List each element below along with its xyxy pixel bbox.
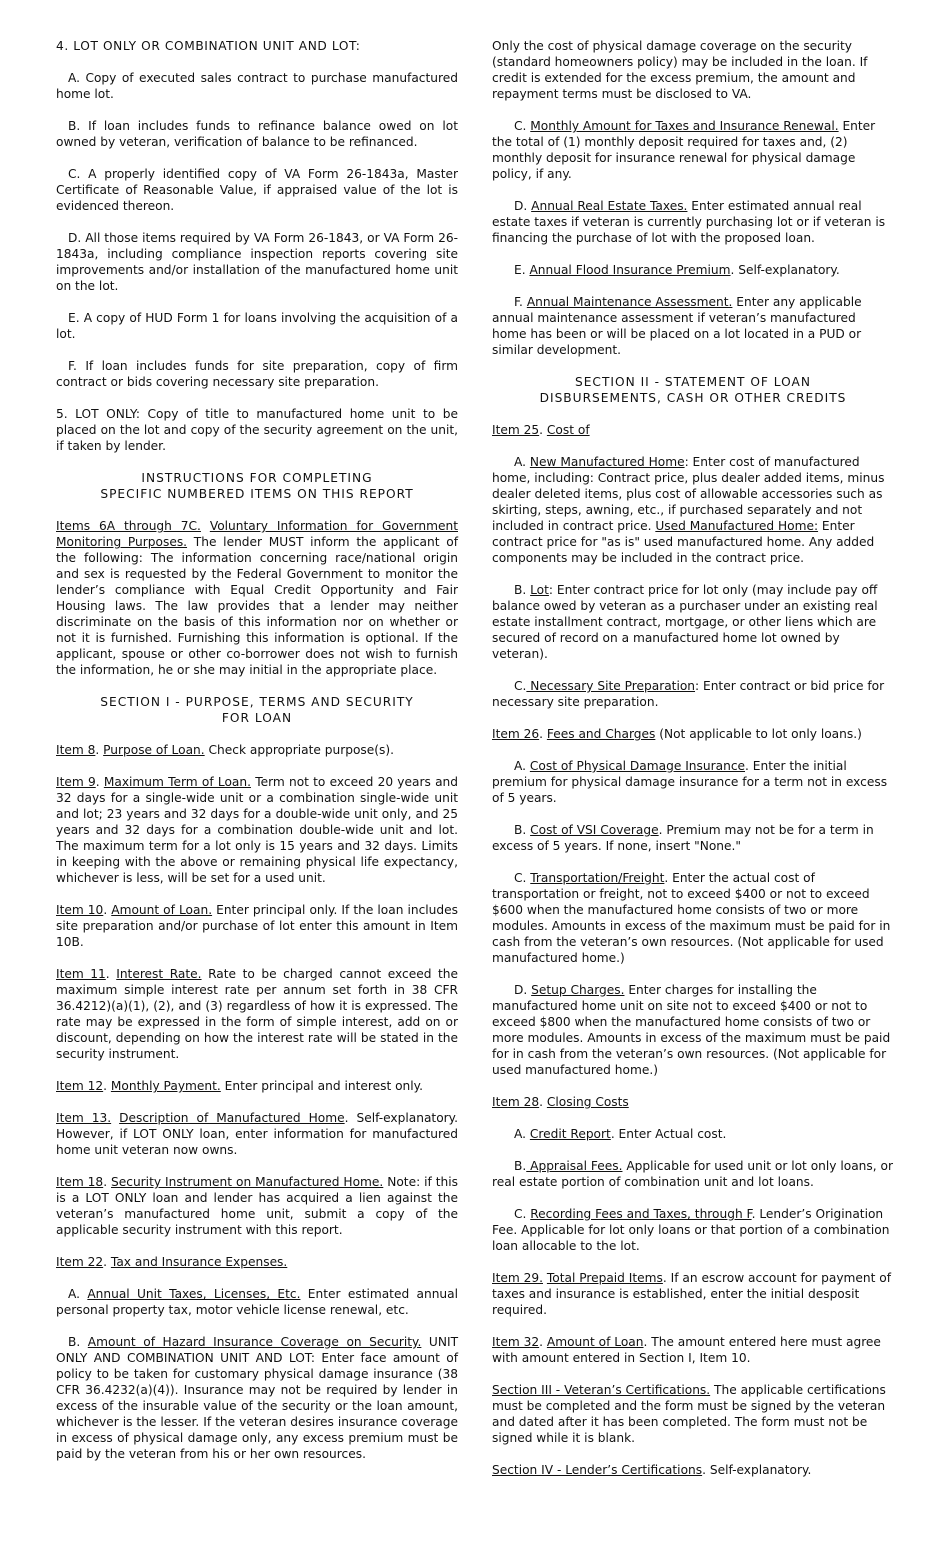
item-9-text: Term not to exceed 20 years and 32 days for a single-wide unit or a combination single-wide unit and lot; 23 years and 32 days for a double-wide unit only, and 25 years and 32 days for a combination double-wide unit and lot. The maximum term for a lot only is 15 years and 32 days. Limits in keeping with the above or remaining physical life expectancy, whichever is less, will be set for a used unit. bbox=[56, 775, 458, 885]
items-6a-text: The lender MUST inform the applicant of the following: The information concerning race/national origin and sex is requested by the Federal Government to monitor the lender’s compliance with Equal Credit Opportunity and Fair Housing laws. The law provides that a lender may neither discriminate on the basis of this information nor on whether or not it is furnished. Furnishing this information is optional. If the applicant, spouse or other co-borrower does not wish to furnish the information, he or she may initial in the appropriate place. bbox=[56, 535, 458, 677]
item-28-a-text: . Enter Actual cost. bbox=[610, 1127, 727, 1141]
item-11-title: Interest Rate. bbox=[116, 967, 202, 981]
item-25-c-title: Necessary Site Preparation bbox=[526, 679, 696, 693]
item-22-e-prefix: E. bbox=[514, 263, 530, 277]
item-25-b-paragraph bbox=[492, 582, 894, 662]
section-1-heading-line2: FOR LOAN bbox=[221, 711, 293, 725]
item-22-c-paragraph bbox=[492, 118, 894, 182]
item-22-title: Tax and Insurance Expenses. bbox=[110, 1255, 288, 1269]
item-26-d-paragraph bbox=[492, 982, 894, 1078]
item-26-d-text: Enter charges for installing the manufactured home unit on site not to exceed $400 or not to exceed $800 when the manufactured home consists of two or more modules. Amounts in excess of the maximum must be paid for in cash from the veteran’s own resources. (Not applicable for used manufactured home.) bbox=[492, 983, 891, 1077]
item-32-title: Amount of Loan bbox=[546, 1335, 644, 1349]
item-22-f-text: Enter any applicable annual maintenance assessment if veteran’s manufactured home has been or will be placed on a lot located in a PUD or similar development. bbox=[492, 295, 862, 357]
item-9-label: Item 9 bbox=[56, 775, 96, 789]
item-25-a-text: : Enter cost of manufactured home, including: Contract price, plus dealer added items, minus dealer deleted items, plus cost of allowable accessories such as skirting, steps, awning, etc., if purchased separately and not included in contract price. bbox=[492, 455, 885, 533]
item-22-e-title: Annual Flood Insurance Premium bbox=[529, 263, 731, 277]
item-22-f-prefix: F. bbox=[514, 295, 527, 309]
item-22-c-prefix: C. bbox=[514, 119, 531, 133]
item-26-a-text: . Enter the initial premium for physical damage insurance for a term not in excess of 5 years. bbox=[492, 759, 888, 805]
item-26-b-prefix: B. bbox=[514, 823, 531, 837]
items-6a-label: Items 6A through 7C. bbox=[56, 519, 201, 533]
item-28-b-paragraph bbox=[492, 1158, 894, 1190]
section-4-item-d: D. All those items required by VA Form 26-1843, or VA Form 26-1843a, including compliance inspection reports covering site improvements and/or installation of the manufactured home unit on the lot. bbox=[56, 231, 458, 293]
item-26-text: (Not applicable to lot only loans.) bbox=[655, 727, 862, 741]
section-4-lender-text: . Self-explanatory. bbox=[702, 1463, 812, 1477]
item-22-b-prefix: B. bbox=[68, 1335, 88, 1349]
item-28-a-paragraph bbox=[492, 1126, 894, 1142]
item-25-title: Cost of bbox=[546, 423, 590, 437]
item-29-paragraph bbox=[492, 1270, 894, 1318]
item-22-d-text: Enter estimated annual real estate taxes if veteran is currently purchasing lot or if veteran is financing the purchase of lot with the proposed loan. bbox=[492, 199, 886, 245]
item-22-d-prefix: D. bbox=[514, 199, 532, 213]
item-11-label: Item 11 bbox=[56, 967, 106, 981]
item-18-title: Security Instrument on Manufactured Home. bbox=[111, 1175, 384, 1189]
item-29-title: Total Prepaid Items bbox=[546, 1271, 663, 1285]
item-22-e-text: . Self-explanatory. bbox=[730, 263, 840, 277]
item-10-title: Amount of Loan. bbox=[111, 903, 213, 917]
item-25-b-title: Lot bbox=[530, 583, 549, 597]
section-1-heading-line1: SECTION I - PURPOSE, TERMS AND SECURITY bbox=[100, 695, 414, 709]
item-28-c-paragraph bbox=[492, 1206, 894, 1254]
section-4-title: 4. LOT ONLY OR COMBINATION UNIT AND LOT: bbox=[56, 39, 361, 53]
item-9-title: Maximum Term of Loan. bbox=[103, 775, 251, 789]
item-8-title: Purpose of Loan. bbox=[103, 743, 205, 757]
item-22-a-prefix: A. bbox=[68, 1287, 88, 1301]
item-25-a-paragraph bbox=[492, 454, 894, 566]
item-22-b-title: Amount of Hazard Insurance Coverage on Security. bbox=[87, 1335, 422, 1349]
section-4-item-f: F. If loan includes funds for site preparation, copy of firm contract or bids covering necessary site preparation. bbox=[56, 359, 458, 389]
item-26-title: Fees and Charges bbox=[546, 727, 656, 741]
item-12-paragraph: Item 12. Monthly Payment. Enter principal and interest only. bbox=[56, 1079, 424, 1093]
item-10-paragraph: Item 10. Amount of Loan. Enter principal only. If the loan includes site preparation and/or purchase of lot enter this amount in Item 10B. bbox=[56, 903, 458, 949]
section-3-text: The applicable certifications must be completed and the form must be signed by the veteran and dated after it has been completed. The form must not be signed while it is blank. bbox=[492, 1383, 886, 1445]
item-28-c-title: Recording Fees and Taxes, through F bbox=[530, 1207, 752, 1221]
right-column bbox=[492, 38, 894, 1494]
item-13-label: Item 13. bbox=[56, 1111, 112, 1125]
section-2-heading bbox=[492, 374, 894, 406]
item-26-b-text: . Premium may not be for a term in excess of 5 years. If none, insert "None." bbox=[492, 823, 874, 853]
item-8-label: Item 8 bbox=[56, 743, 96, 757]
item-25-label: Item 25 bbox=[492, 423, 540, 437]
item-26-c-prefix: C. bbox=[514, 871, 531, 885]
item-18-text: Note: if this is a LOT ONLY loan and lender has acquired a lien against the veteran’s manufactured home unit, submit a copy of the applicable security instrument with this report. bbox=[56, 1175, 458, 1237]
section-4-item-e: E. A copy of HUD Form 1 for loans involving the acquisition of a lot. bbox=[56, 311, 458, 341]
section-5-paragraph: 5. LOT ONLY: Copy of title to manufactured home unit to be placed on the lot and copy of the security agreement on the unit, if taken by lender. bbox=[56, 407, 458, 453]
item-22-c-text: Enter the total of (1) monthly deposit required for taxes and, (2) monthly deposit for insurance renewal for physical damage policy, if any. bbox=[492, 119, 876, 181]
item-28-b-prefix: B. bbox=[514, 1159, 527, 1173]
section-4-lender-title: Section IV - Lender’s Certifications bbox=[492, 1463, 703, 1477]
section-4-item-b: B. If loan includes funds to refinance balance owed on lot owned by veteran, verification of balance to be refinanced. bbox=[56, 119, 458, 149]
item-25-c-text: : Enter contract or bid price for necessary site preparation. bbox=[492, 679, 885, 709]
section-2-heading-line2: DISBURSEMENTS, CASH OR OTHER CREDITS bbox=[539, 391, 847, 405]
item-28-b-title: Appraisal Fees. bbox=[526, 1159, 623, 1173]
item-28-c-prefix: C. bbox=[514, 1207, 531, 1221]
item-25-a-title: New Manufactured Home bbox=[529, 455, 685, 469]
item-32-label: Item 32 bbox=[492, 1335, 540, 1349]
item-25-c-prefix: C. bbox=[514, 679, 527, 693]
item-26-b-paragraph bbox=[492, 822, 894, 854]
item-25-a-title2: Used Manufactured Home: bbox=[655, 519, 819, 533]
item-10-text: Enter principal only. If the loan includes site preparation and/or purchase of lot enter this amount in Item 10B. bbox=[56, 903, 458, 949]
section-1-heading bbox=[56, 694, 458, 726]
item-28-b-text: Applicable for used unit or lot only loans, or real estate portion of combination unit and lot loans. bbox=[492, 1159, 893, 1189]
section-3-title: Section III - Veteran’s Certifications. bbox=[492, 1383, 711, 1397]
item-28-title: Closing Costs bbox=[546, 1095, 629, 1109]
item-26-a-title: Cost of Physical Damage Insurance bbox=[529, 759, 746, 773]
item-9-paragraph: Item 9. Maximum Term of Loan. Term not to exceed 20 years and 32 days for a single-wide unit or a combination single-wide unit and lot; 23 years and 32 days for a double-wide unit only, and 25 years and 32 days for a combination double-wide unit and lot. The maximum term for a lot only is 15 years and 32 days. Limits in keeping with the above or remaining physical life expectancy, whichever is less, will be set for a used unit. bbox=[56, 775, 458, 885]
item-26-c-text: . Enter the actual cost of transportation or freight, not to exceed $400 or not to exceed $600 when the manufactured home consists of two or more modules. Amounts in excess of the maximum must be paid for in cash from the veteran’s own resources. (Not applicable for used manufactured home.) bbox=[492, 871, 891, 965]
item-26-label: Item 26 bbox=[492, 727, 540, 741]
item-25-b-prefix: B. bbox=[514, 583, 531, 597]
item-12-title: Monthly Payment. bbox=[110, 1079, 221, 1093]
item-22-a-paragraph bbox=[56, 1286, 458, 1318]
item-22-paragraph: Item 22. Tax and Insurance Expenses. bbox=[56, 1255, 288, 1269]
item-11-text: Rate to be charged cannot exceed the maximum simple interest rate per annum set forth in 38 CFR 36.4212)(a)(1), (2), and (3) regardless of how it is expressed. The rate may be expressed in the form of simple interest, add on or discount, depending on how the interest rate will be stated in the security instrument. bbox=[56, 967, 458, 1061]
item-29-text: . If an escrow account for payment of taxes and insurance is established, enter the initial desposit required. bbox=[492, 1271, 892, 1317]
item-26-d-prefix: D. bbox=[514, 983, 532, 997]
instructions-heading bbox=[56, 470, 458, 502]
item-32-text: . The amount entered here must agree with amount entered in Section I, Item 10. bbox=[492, 1335, 881, 1365]
section-4-lender-paragraph bbox=[492, 1462, 894, 1478]
item-13-paragraph bbox=[56, 1110, 458, 1158]
item-32-paragraph: Item 32. Amount of Loan. The amount entered here must agree with amount entered in Section I, Item 10. bbox=[492, 1335, 881, 1365]
item-11-paragraph: Item 11. Interest Rate. Rate to be charged cannot exceed the maximum simple interest rate per annum set forth in 38 CFR 36.4212)(a)(1), (2), and (3) regardless of how it is expressed. The rate may be expressed in the form of simple interest, add on or discount, depending on how the interest rate will be stated in the security instrument. bbox=[56, 967, 458, 1061]
section-2-heading-line1: SECTION II - STATEMENT OF LOAN bbox=[575, 375, 811, 389]
item-10-label: Item 10 bbox=[56, 903, 104, 917]
item-22-f-paragraph bbox=[492, 294, 894, 358]
item-12-label: Item 12 bbox=[56, 1079, 104, 1093]
item-22-d-paragraph bbox=[492, 198, 894, 246]
instructions-heading-line1: INSTRUCTIONS FOR COMPLETING bbox=[141, 471, 373, 485]
item-26-c-paragraph bbox=[492, 870, 894, 966]
items-6a-title: Voluntary Information for Government Monitoring Purposes. bbox=[56, 519, 458, 549]
item-25-a-prefix: A. bbox=[514, 455, 530, 469]
item-28-a-prefix: A. bbox=[514, 1127, 530, 1141]
item-22-e-paragraph bbox=[492, 262, 894, 278]
item-29-label: Item 29. bbox=[492, 1271, 543, 1285]
section-3-paragraph bbox=[492, 1382, 894, 1446]
item-22-c-title: Monthly Amount for Taxes and Insurance Renewal. bbox=[530, 119, 839, 133]
item-26-c-title: Transportation/Freight bbox=[530, 871, 665, 885]
instructions-heading-line2: SPECIFIC NUMBERED ITEMS ON THIS REPORT bbox=[100, 487, 414, 501]
item-25-a-text2: Enter contract price for "as is" used manufactured home. Any added components may be included in the contract price. bbox=[492, 519, 875, 565]
item-28-c-text: . Lender’s Origination Fee. Applicable for lot only loans or that portion of a combination loan allocable to the lot. bbox=[492, 1207, 890, 1253]
item-22-f-title: Annual Maintenance Assessment. bbox=[526, 295, 733, 309]
item-26-a-prefix: A. bbox=[514, 759, 530, 773]
items-6a-7c-paragraph bbox=[56, 518, 458, 678]
item-25-paragraph: Item 25. Cost of bbox=[492, 423, 590, 437]
item-28-paragraph: Item 28. Closing Costs bbox=[492, 1095, 629, 1109]
item-8-paragraph: Item 8. Purpose of Loan. Check appropriate purpose(s). bbox=[56, 743, 395, 757]
item-13-title: Description of Manufactured Home bbox=[119, 1111, 345, 1125]
item-22-label: Item 22 bbox=[56, 1255, 104, 1269]
left-column bbox=[56, 38, 458, 1478]
item-18-label: Item 18 bbox=[56, 1175, 104, 1189]
item-22-b-paragraph bbox=[56, 1334, 458, 1462]
item-22-b-continued: Only the cost of physical damage coverage on the security (standard homeowners policy) may be included in the loan. If credit is extended for the excess premium, the amount and repayment terms must be disclosed to VA. bbox=[492, 39, 868, 101]
item-25-c-paragraph bbox=[492, 678, 894, 710]
item-26-d-title: Setup Charges. bbox=[531, 983, 625, 997]
item-13-text: . Self-explanatory. However, if LOT ONLY loan, enter information for manufactured home unit veteran now owns. bbox=[56, 1111, 459, 1157]
section-4-item-c: C. A properly identified copy of VA Form 26-1843a, Master Certificate of Reasonable Value, if appraised value of the lot is evidenced thereon. bbox=[56, 167, 458, 213]
item-22-a-title: Annual Unit Taxes, Licenses, Etc. bbox=[87, 1287, 301, 1301]
item-28-label: Item 28 bbox=[492, 1095, 540, 1109]
item-22-d-title: Annual Real Estate Taxes. bbox=[531, 199, 688, 213]
item-22-a-text: Enter estimated annual personal property tax, motor vehicle license renewal, etc. bbox=[56, 1287, 459, 1317]
item-22-b-text: UNIT ONLY AND COMBINATION UNIT AND LOT: Enter face amount of policy to be taken for customary physical damage insurance (38 CFR 36.4232(a)(4)). Insurance may not be required by lender in excess of the insurable value of the security or the loan amount, whichever is the lesser. If the veteran desires insurance coverage in excess of physical damage only, any excess premium must be paid by the veteran from his or her own resources. bbox=[56, 1335, 459, 1461]
item-25-b-text: : Enter contract price for lot only (may include pay off balance owed by veteran as a purchaser under an existing real estate installment contract, mortgage, or other liens which are secured of record on a manufactured home lot owned by veteran). bbox=[492, 583, 878, 661]
item-12-text: Enter principal and interest only. bbox=[220, 1079, 424, 1093]
item-28-a-title: Credit Report bbox=[529, 1127, 611, 1141]
item-26-paragraph: Item 26. Fees and Charges (Not applicable to lot only loans.) bbox=[492, 727, 862, 741]
item-18-paragraph: Item 18. Security Instrument on Manufactured Home. Note: if this is a LOT ONLY loan and lender has acquired a lien against the veteran’s manufactured home unit, submit a copy of the applicable security instrument with this report. bbox=[56, 1175, 458, 1237]
item-26-b-title: Cost of VSI Coverage bbox=[530, 823, 659, 837]
item-26-a-paragraph bbox=[492, 758, 894, 806]
section-4-item-a: A. Copy of executed sales contract to purchase manufactured home lot. bbox=[56, 71, 458, 101]
item-8-text: Check appropriate purpose(s). bbox=[204, 743, 395, 757]
